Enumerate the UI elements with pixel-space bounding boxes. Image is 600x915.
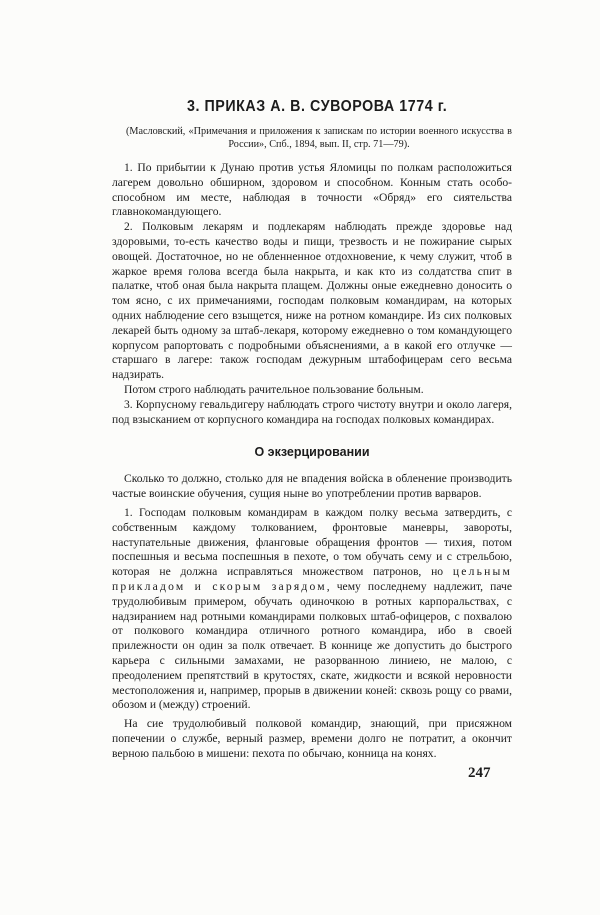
document-page <box>112 98 512 761</box>
paragraph-2-note: Потом строго наблюдать рачительное пользование больным. <box>124 382 424 396</box>
order-title: 3. ПРИКАЗ А. В. СУВОРОВА 1774 г. <box>187 98 448 115</box>
paragraph-3: 3. Корпусному гевальдигеру наблюдать строго чистоту внутри и около лагеря, под взысканием от корпусного командира на господах полковых командирах. <box>112 397 512 426</box>
order-section <box>112 161 512 427</box>
emphasized-phrase: цельным прикладом и скорым зарядом <box>112 565 512 593</box>
page-number: 247 <box>468 765 491 781</box>
source-citation: (Масловский, «Примечания и приложения к запискам по истории военного искусства в России», Спб., 1894, вып. II, стр. 71—79). <box>126 126 512 150</box>
exercise-p1-start: 1. Господам полковым командирам в каждом полку весьма затвердить, с собственным каждому толкованием, фронтовые маневры, завороты, наступательные движения, фланговые обращения фронтов — тихия, потом поспешныя и весьма поспешныя в пехоте, о том обучать сему и с стрельбою, которая не должна исправляться множеством патронов, но <box>112 505 512 579</box>
exercise-paragraph-2: На сие трудолюбивый полковой командир, знающий, при присяжном попечении о службе, верный размер, времени долго не потратит, а окончит верною пальбою в мишени: пехота по обычаю, конница на конях. <box>112 717 512 760</box>
exercise-section <box>112 472 512 761</box>
section-heading: О экзерцировании <box>254 445 370 460</box>
exercise-intro: Сколько то должно, столько для не впадения войска в обленение производить частые воинские обучения, сущия ныне во употреблении против варваров. <box>112 472 512 501</box>
paragraph-2: 2. Полковым лекарям и подлекарям наблюдать прежде здоровье над здоровыми, то-есть качество воды и пищи, трезвость и не пожирание сырых овощей. Достаточное, но не обленненное отдохновение, к чему служит, чтоб в жаркое время голова всегда была накрыта, и как кто из солдатства спит в палатке, чтоб оная была накрыта плащем. Должны оные ежедневно доносить о том ясно, с их примечаниями, господам полковым командирам, на которых одних наблюдение сего взыщется, ниже на ротном командире. Из сих полковых лекарей быть одному за штаб-лекаря, которому ежедневно о том командующего корпусом рапортовать с подробными объяснениями, а в какой его отлучке — старшаго в лагере: також господам дежурным штабофицерам сего весьма надзирать. <box>112 220 512 382</box>
exercise-paragraph-1 <box>112 506 512 713</box>
paragraph-1: 1. По прибытии к Дунаю против устья Яломицы по полкам расположиться лагерем довольно обширном, здоровом и способном. Конным стать особо-способном им месте, наблюдая в точности «Обряд» его сиятельства главнокомандующего. <box>112 161 512 219</box>
exercise-p1-end: , чему последнему надлежит, паче трудолюбивым примером, обучать одиночкою в ротных карпоральствах, с надзиранием над ротными командирами полковых штаб-офицеров, с похвалою от полкового командира отличного ротного командира, ибо в своей прилежности он один за полк отвечает. В коннице же допустить до быстрого карьера с сильными замахами, не разорванною линиею, не малою, с преодолением препятствий в крутостях, скате, жидкости и всякой неровности местоположения и, например, прорыв в движении коней: сквозь рощу со рвами, обозом и (между) строений. <box>112 579 512 712</box>
